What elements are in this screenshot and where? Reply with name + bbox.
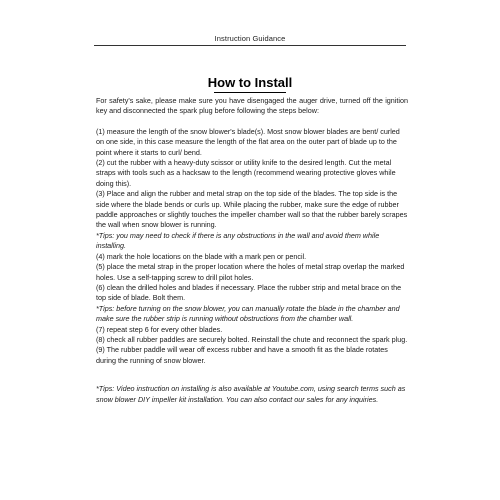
step-2: (2) cut the rubber with a heavy-duty scissor or utility knife to the desired length. Cut the metal straps with tools such as a hacksaw to the length (recommend wearing protective gloves while doing this). — [96, 158, 396, 188]
step-3: (3) Place and align the rubber and metal strap on the top side of the blades. The top side is the side where the blade bends or curls up. While placing the rubber, make sure the edge of rubber paddle approaches or slightly touches the impeller chamber wall so that the rubber barely scrapes the wall when snow blower is running. — [96, 189, 408, 230]
step-6: (6) clean the drilled holes and blades if necessary. Place the rubber strip and metal brace on the top side of blade. Bolt them. — [96, 282, 402, 303]
step-5: (5) place the metal strap in the proper location where the holes of metal strap overlap the marked holes. Use a self-tapping screw to drill pilot holes. — [96, 262, 405, 282]
page-header: Instruction Guidance — [214, 34, 286, 43]
title-underline — [214, 92, 286, 93]
spacer — [96, 117, 408, 127]
page-title: How to Install — [207, 75, 293, 90]
spacer — [96, 366, 408, 384]
intro-paragraph: For safety's sake, please make sure you have disengaged the auger drive, turned off the ignition key and disconnected the spark plug before following the steps below: — [96, 96, 408, 116]
step-7: (7) repeat step 6 for every other blades. — [96, 324, 223, 334]
header-rule — [94, 45, 406, 46]
step-1: (1) measure the length of the snow blower's blade(s). Most snow blower blades are bent/ curled on one side, in this case measure the length of the flat area on the outer part of blade up to the point where it starts to curl/ bend. — [96, 126, 400, 157]
tip-rotate-blade: *Tips: before turning on the snow blower, you can manually rotate the blade in the chamber and make sure the rubber strip is running without obstructions from the chamber wall. — [96, 303, 400, 324]
tip-obstructions: *Tips: you may need to check if there is any obstructions in the wall and avoid them while installing. — [96, 230, 380, 251]
step-8: (8) check all rubber paddles are securely bolted. Reinstall the chute and reconnect the spark plug. — [96, 334, 408, 344]
step-9: (9) The rubber paddle will wear off excess rubber and have a smooth fit as the blade rotates during the running of snow blower. — [96, 345, 388, 365]
instructions-body — [96, 96, 408, 405]
tip-video: *Tips: Video instruction on installing is also available at Youtube.com, using search terms such as snow blower DIY impeller kit installation. You can also contact our sales for any inquiries. — [96, 384, 406, 404]
step-4: (4) mark the hole locations on the blade with a mark pen or pencil. — [96, 251, 307, 261]
